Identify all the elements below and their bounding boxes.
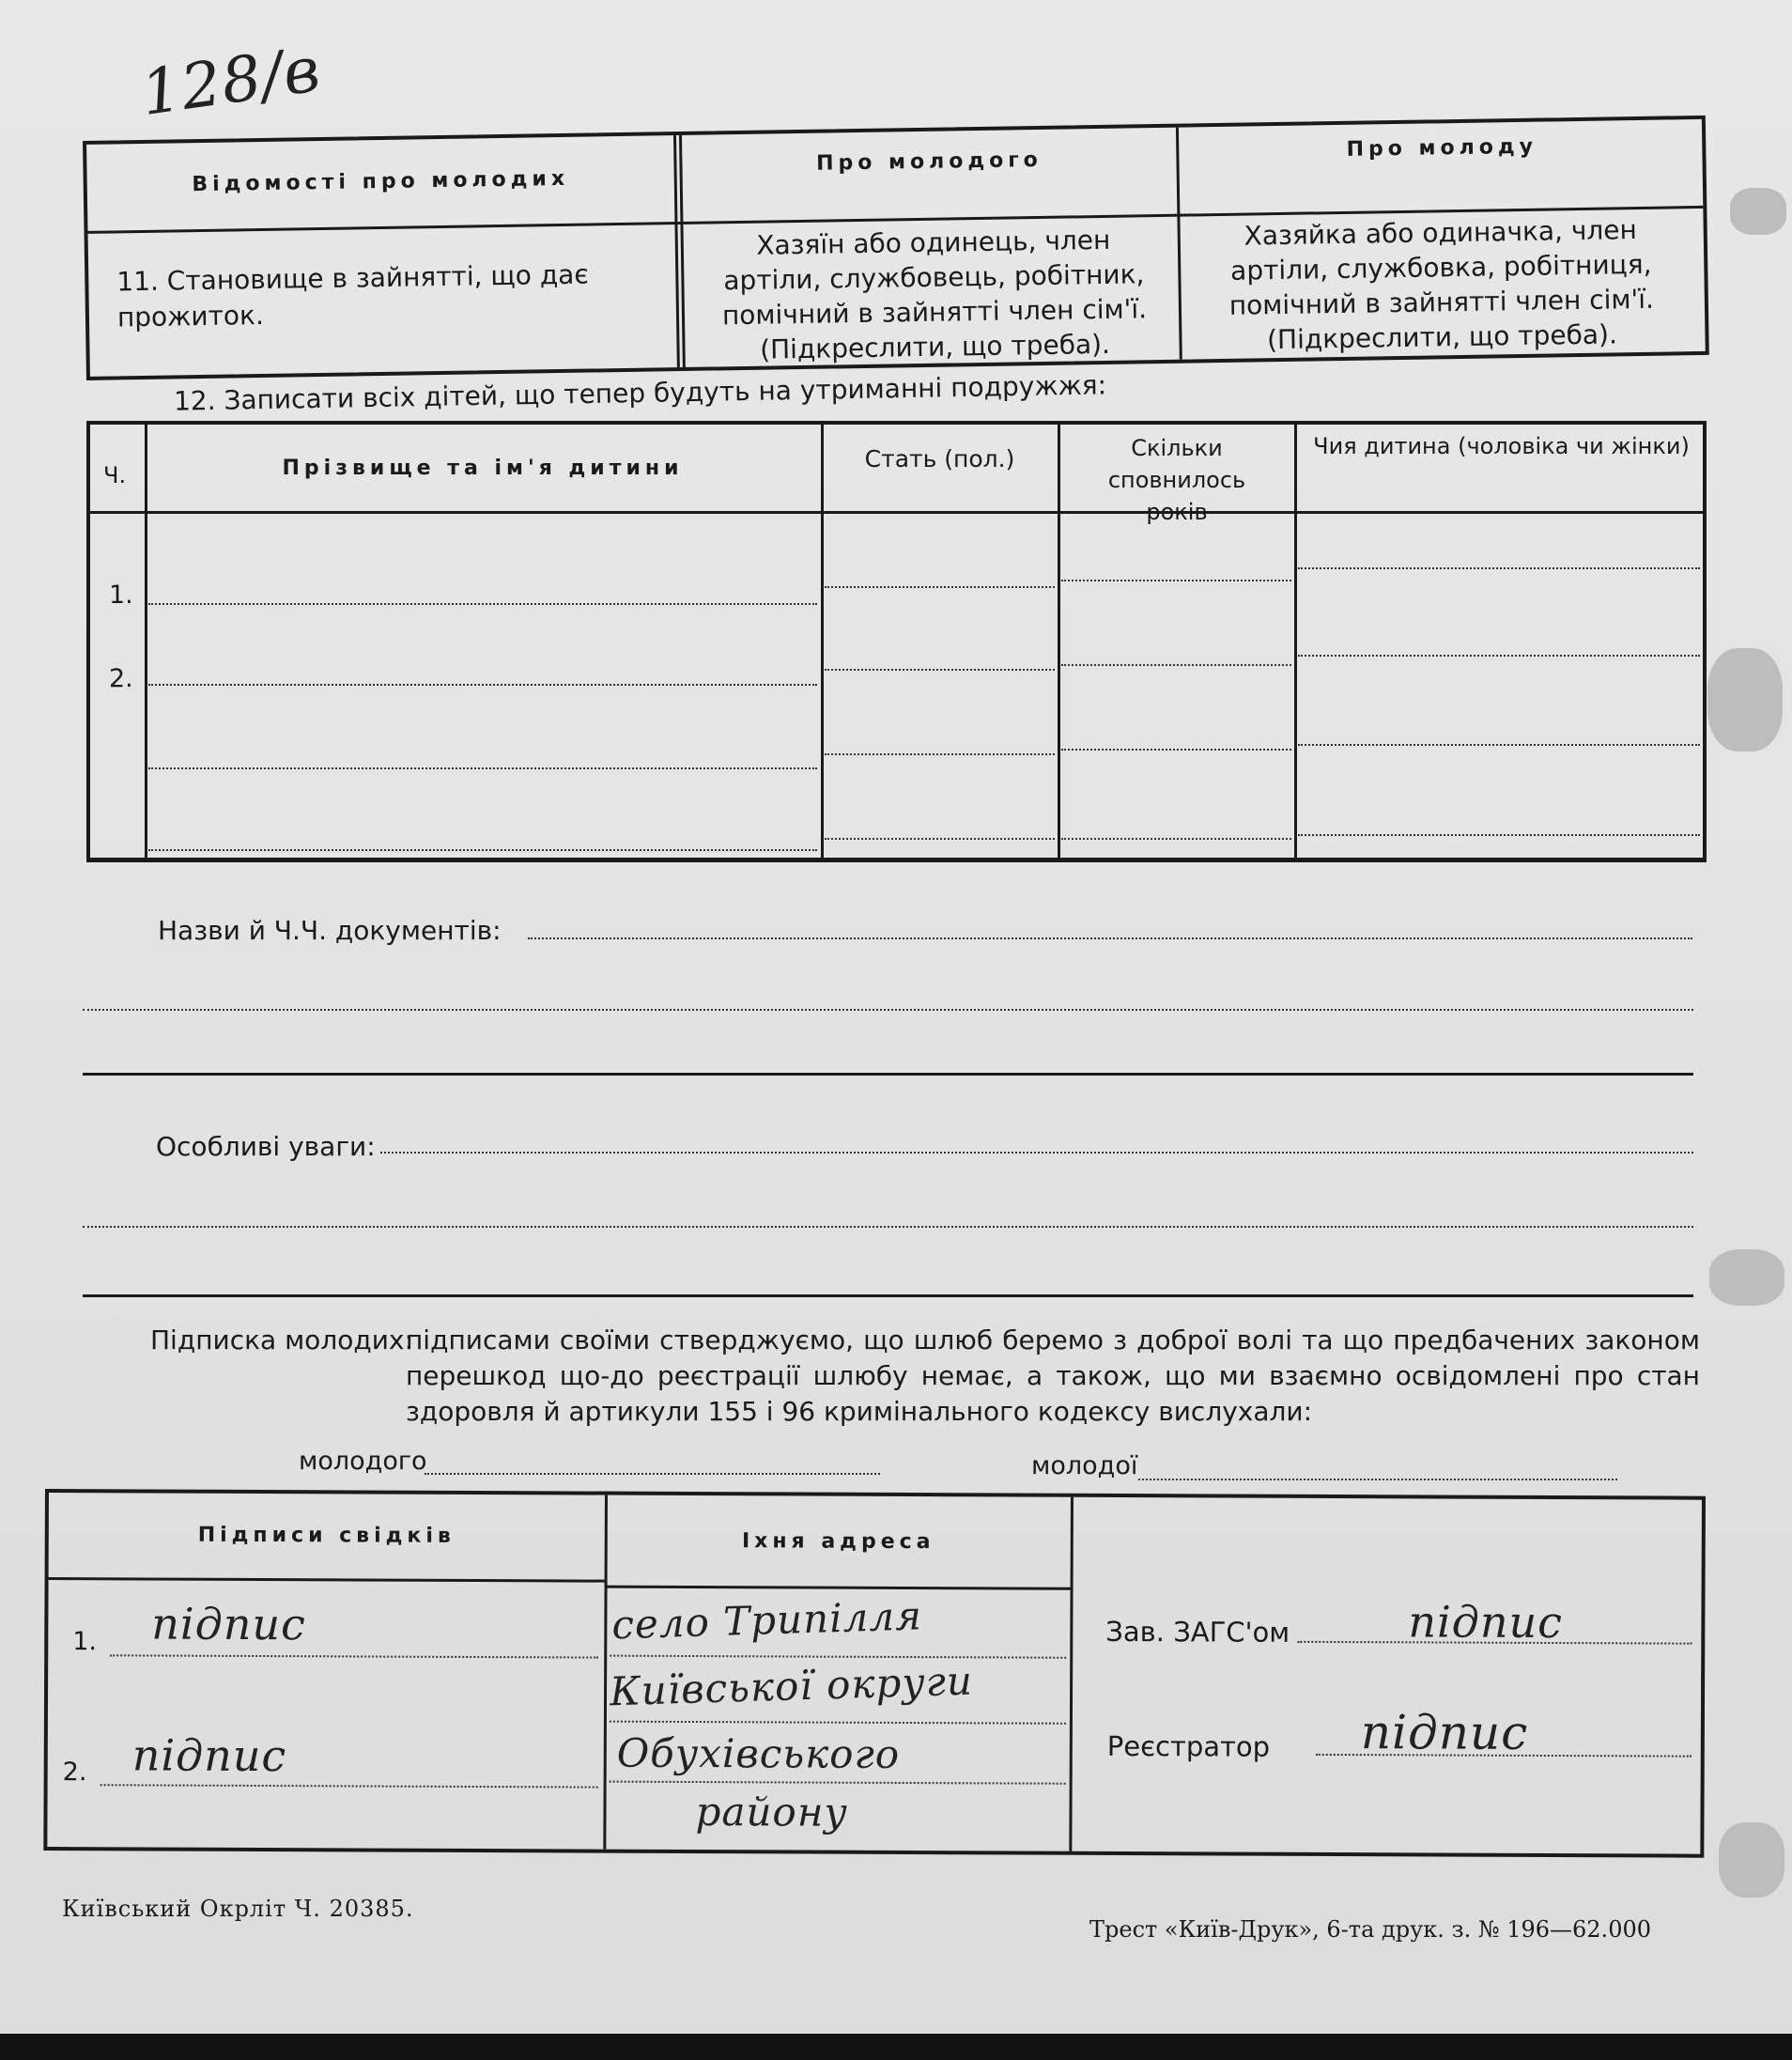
bride-signature-line <box>1138 1479 1617 1480</box>
col-header-number: Ч. <box>103 462 127 488</box>
col-header-sex: Стать (пол.) <box>864 445 1015 472</box>
row11-groom-options: Хазяїн або одинець, член артіли, службовець, робітник, помічний в зайнятті член сім'ї. (Підкреслити, що треба). <box>721 224 1148 365</box>
witness-signature: підпис <box>151 1598 307 1650</box>
witness-row-number: 2. <box>62 1758 87 1788</box>
paper-tear <box>1730 188 1786 235</box>
spouse-info-table <box>83 116 1709 380</box>
col-header-info: Відомості про молодих <box>192 166 570 197</box>
footer-right-imprint: Трест «Київ-Друк», 6-та друк. з. № 196—62.000 <box>1089 1916 1651 1943</box>
zags-head-signature: підпис <box>1408 1596 1564 1649</box>
witness-row-number: 1. <box>72 1627 98 1657</box>
row11-bride-options: Хазяйка або одиначка, член артіли, службовка, робітниця, помічний в зайнятті член сім'ї. (Підкреслити, що треба). <box>1228 214 1655 356</box>
bride-signature-label: молодої <box>1031 1451 1138 1480</box>
col-header-bride: Про молоду <box>1346 134 1538 162</box>
witness-address-line: району <box>695 1789 848 1835</box>
footer-left-imprint: Київський Окрліт Ч. 20385. <box>62 1896 414 1922</box>
registrar-label: Реєстратор <box>1106 1729 1271 1763</box>
paper-tear <box>1709 1249 1784 1306</box>
paper-tear <box>1707 648 1783 751</box>
section-divider <box>83 1073 1693 1076</box>
col-header-age: Скільки сповнилось років <box>1107 435 1246 525</box>
registrar-signature: підпис <box>1360 1705 1529 1760</box>
col-header-whose-child: Чия дитина (чоловіка чи жінки) <box>1313 433 1690 459</box>
documents-label: Назви й Ч.Ч. документів: <box>158 915 502 946</box>
documents-line <box>83 1009 1693 1011</box>
scan-edge <box>0 2034 1792 2060</box>
groom-signature-label: молодого <box>299 1447 427 1476</box>
witness-signature: підпис <box>131 1729 287 1782</box>
witness-address-line: село Трипілля <box>610 1592 923 1649</box>
col-header-child-name: Прізвище та ім'я дитини <box>282 457 684 480</box>
children-title: 12. Записати всіх дітей, що тепер будуть на утриманні подружжя: <box>173 369 1107 417</box>
zags-head-label: Зав. ЗАГС'ом <box>1105 1615 1290 1649</box>
child-row-number: 2. <box>109 664 133 693</box>
col-header-witness-signatures: Підписи свідків <box>197 1523 456 1548</box>
col-header-groom: Про молодого <box>815 147 1043 176</box>
children-table <box>86 421 1707 862</box>
archive-number: 128/в <box>136 33 326 130</box>
section-divider <box>83 1294 1693 1297</box>
paper-tear <box>1719 1822 1784 1897</box>
witness-table <box>43 1489 1706 1858</box>
remarks-line <box>83 1226 1693 1228</box>
row11-label: 11. Становище в зайнятті, що дає прожиток. <box>116 258 589 333</box>
col-header-witness-address: Іхня адреса <box>741 1529 935 1555</box>
groom-signature-line <box>425 1473 880 1475</box>
remarks-label: Особливі уваги: <box>156 1131 376 1162</box>
documents-line <box>528 937 1692 939</box>
witness-address-line: Київської округи <box>609 1657 974 1715</box>
witness-address-line: Обухівського <box>616 1729 901 1777</box>
declaration-label: Підписка молодих: <box>150 1324 413 1355</box>
declaration-text: підписами своїми стверджуємо, що шлюб беремо з доброї волі та що предбачених законом перешкод що-до реєстрації шлюбу немає, а також, що ми взаємно освідомлені про стан здоровля й артикули 155 і 96 кримінального кодексу вислухали: <box>406 1324 1700 1427</box>
remarks-line <box>380 1152 1693 1154</box>
child-row-number: 1. <box>109 581 133 610</box>
